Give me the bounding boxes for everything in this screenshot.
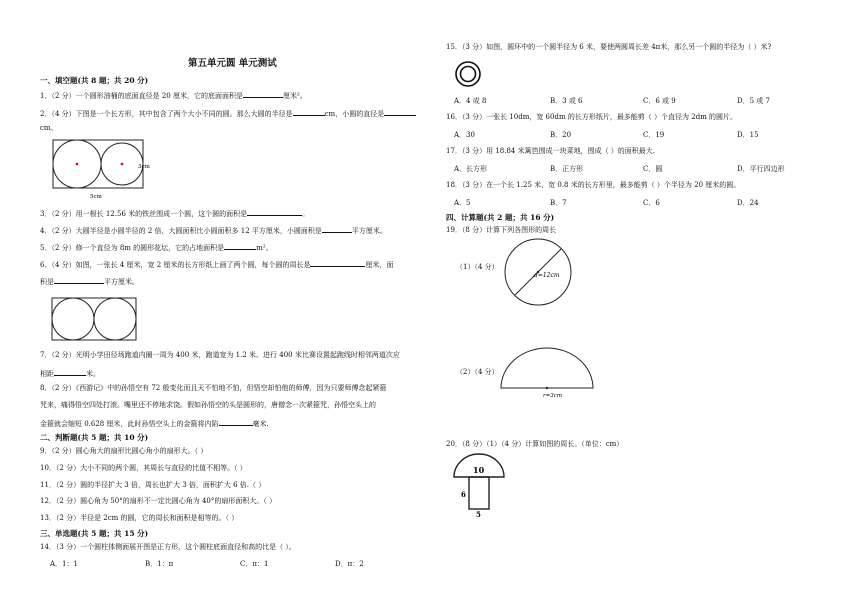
question-16: 16．（3 分）一张长 10dm，宽 60dm 的长方形纸片，最多能剪（ ）个直径为 2dm 的圆片。 [446, 113, 738, 121]
option-d[interactable]: D．24 [737, 199, 759, 207]
option-c[interactable]: C．圆 [643, 165, 663, 173]
answer-blank[interactable] [322, 225, 352, 233]
rectangle-bottom [469, 477, 489, 509]
center-dot [546, 387, 548, 389]
q15-ring-figure [454, 60, 482, 88]
section-fill-in: 一、填空题(共 8 题；共 20 分) [40, 76, 149, 85]
question-6-cont: 积是 平方厘米。 [40, 278, 139, 286]
option-c[interactable]: C．6 [643, 199, 660, 207]
diameter-label: d=12cm [534, 272, 560, 279]
rectangle-shape [53, 140, 143, 188]
question-13: 13．（2 分）半径是 2cm 的圆，它的周长和面积是相等的。（ ） [40, 514, 239, 522]
question-10: 10．（2 分）大小不同的两个圆，其周长与直径的比值不相等。（ ） [40, 464, 247, 472]
answer-blank[interactable] [384, 108, 416, 116]
question-14: 14．（3 分）一个圆柱体侧面展开图是正方形，这个圆柱底面直径和高的比是（ ）。 [40, 543, 296, 551]
answer-blank[interactable] [54, 276, 104, 284]
question-2: 2．（4 分）下图是一个长方形，其中包含了两个大小不同的圆。那么大圆的半径是 cm，小圆的直径是 [40, 108, 416, 119]
left-circle [52, 298, 94, 340]
height-label: 6 [461, 490, 466, 499]
inner-circle [461, 67, 476, 82]
center-dot [121, 163, 124, 166]
option-d[interactable]: D．平行四边形 [737, 165, 785, 173]
question-18: 18．（3 分）在一个长 1.25 米，宽 0.8 米的长方形里，最多能剪（ ）个半径为 20 厘米的圆。 [446, 181, 741, 189]
answer-blank[interactable] [247, 208, 302, 216]
q19-part-2: （2）（4 分） [456, 368, 499, 376]
option-c[interactable]: C．π：1 [240, 560, 269, 568]
question-8-line2: 咒来，痛得悟空四处打滚。嘴里还不停地求饶。假如孙悟空的头是圆形的，唐僧念一次紧箍咒，孙悟空头上的 [40, 401, 376, 409]
q19-circle-figure [502, 236, 574, 308]
question-19: 19．（8 分）计算下列各图形的周长 [446, 226, 557, 234]
question-3: 3．（2 分）用一根长 12.56 米的铁丝围成一个圆，这个圆的面积是 。 [40, 210, 310, 218]
option-a[interactable]: A．长方形 [454, 165, 488, 173]
option-b[interactable]: B．正方形 [550, 165, 584, 173]
option-c[interactable]: C．6 或 9 [643, 97, 676, 105]
radius-label: r=3cm [543, 393, 563, 399]
diameter-label: 10 [473, 465, 485, 475]
q20-composite-figure [450, 452, 510, 522]
outer-circle [456, 62, 480, 86]
answer-blank[interactable] [224, 242, 256, 250]
question-2-unit: cm。 [40, 124, 58, 132]
question-5: 5．（2 分）修一个直径为 8m 的圆形花坛，它的占地面积是 m²。 [40, 244, 273, 252]
section-calculation: 四、计算题(共 2 题；共 16 分) [446, 213, 555, 222]
page-title: 第五单元圆 单元测试 [188, 58, 277, 69]
option-b[interactable]: B．20 [550, 131, 572, 139]
question-20: 20．（8 分）（1）（4 分）计算如图的周长。（单位：cm） [446, 440, 624, 448]
question-4: 4．（2 分）大圆半径是小圆半径的 2 倍，大圆面积比小圆面积多 12 平方厘米，小圆面积是 平方厘米。 [40, 227, 387, 235]
option-d[interactable]: D．5 或 7 [737, 97, 770, 105]
option-d[interactable]: D．15 [737, 131, 759, 139]
question-15: 15．（3 分）如图，圆环中的一个圆半径为 6 米，要使两圆周长差 4π米，那么另一个圆的半径为（ ）米? [446, 43, 772, 51]
q2-rectangle-two-circles-figure [50, 138, 165, 200]
option-d[interactable]: D．π：2 [335, 560, 364, 568]
section-true-false: 二、判断题(共 5 题；共 10 分) [40, 433, 149, 442]
q19-semicircle-figure [498, 346, 598, 400]
question-12: 12．（2 分）圆心角为 50°的扇形不一定比圆心角为 40°的扇形面积大。（ ） [40, 497, 277, 505]
answer-blank[interactable] [243, 90, 283, 98]
width-label: 5cm [90, 194, 102, 200]
option-b[interactable]: B．3 或 6 [550, 97, 583, 105]
question-7-cont: 相距 米。 [40, 370, 100, 378]
question-17: 17．（3 分）用 18.84 米篱笆围成一块菜地，围成（ ）的面积最大. [446, 147, 656, 155]
option-b[interactable]: B．1：π [145, 560, 174, 568]
option-a[interactable]: A．5 [454, 199, 471, 207]
question-9: 9．（2 分）圆心角大的扇形比圆心角小的扇形大。（ ） [40, 447, 208, 455]
answer-blank[interactable] [310, 259, 365, 267]
option-a[interactable]: A．4 或 8 [454, 97, 487, 105]
option-b[interactable]: B．7 [550, 199, 567, 207]
answer-blank[interactable] [219, 418, 253, 426]
center-dot [76, 163, 79, 166]
q6-two-circles-figure [50, 296, 142, 344]
question-1: 1．（2 分）一个圆形油桶的底面直径是 20 厘米，它的底面面积是 厘米²。 [40, 92, 307, 100]
question-11: 11．（2 分）圆的半径扩大 3 倍，周长也扩大 3 倍，面积扩大 6 倍.（ ） [40, 481, 266, 489]
option-c[interactable]: C．19 [643, 131, 665, 139]
semicircle-shape [501, 348, 593, 388]
answer-blank[interactable] [54, 368, 86, 376]
answer-blank[interactable] [293, 108, 325, 116]
right-circle [94, 298, 136, 340]
height-label: 3cm [138, 164, 150, 170]
question-6: 6．（4 分）如图，一张长 4 厘米，宽 2 厘米的长方形纸上画了两个圆，每个圆的周长是 厘米，面 [40, 261, 394, 269]
question-8: 8．（2 分）《西游记》中的孙悟空有 72 般变化而且天不怕地不怕，但悟空却怕他的师傅，因为只要师傅念起紧箍 [40, 384, 387, 392]
option-a[interactable]: A．30 [454, 131, 475, 139]
section-single-choice: 三、单选题(共 5 题；共 15 分) [40, 529, 149, 538]
width-label: 5 [476, 510, 481, 519]
option-a[interactable]: A．1：1 [50, 560, 78, 568]
question-8-line3: 金箍就会缩短 0.628 厘米，此时孙悟空头上的金箍将内陷 毫米. [40, 420, 269, 428]
question-7: 7．（2 分）光明小学田径场跑道内圈一周为 400 米，跑道宽为 1.2 米。进行 400 米比赛设置起跑线时相邻两道次应 [40, 351, 400, 359]
q19-part-1: （1）（4 分） [456, 263, 499, 271]
